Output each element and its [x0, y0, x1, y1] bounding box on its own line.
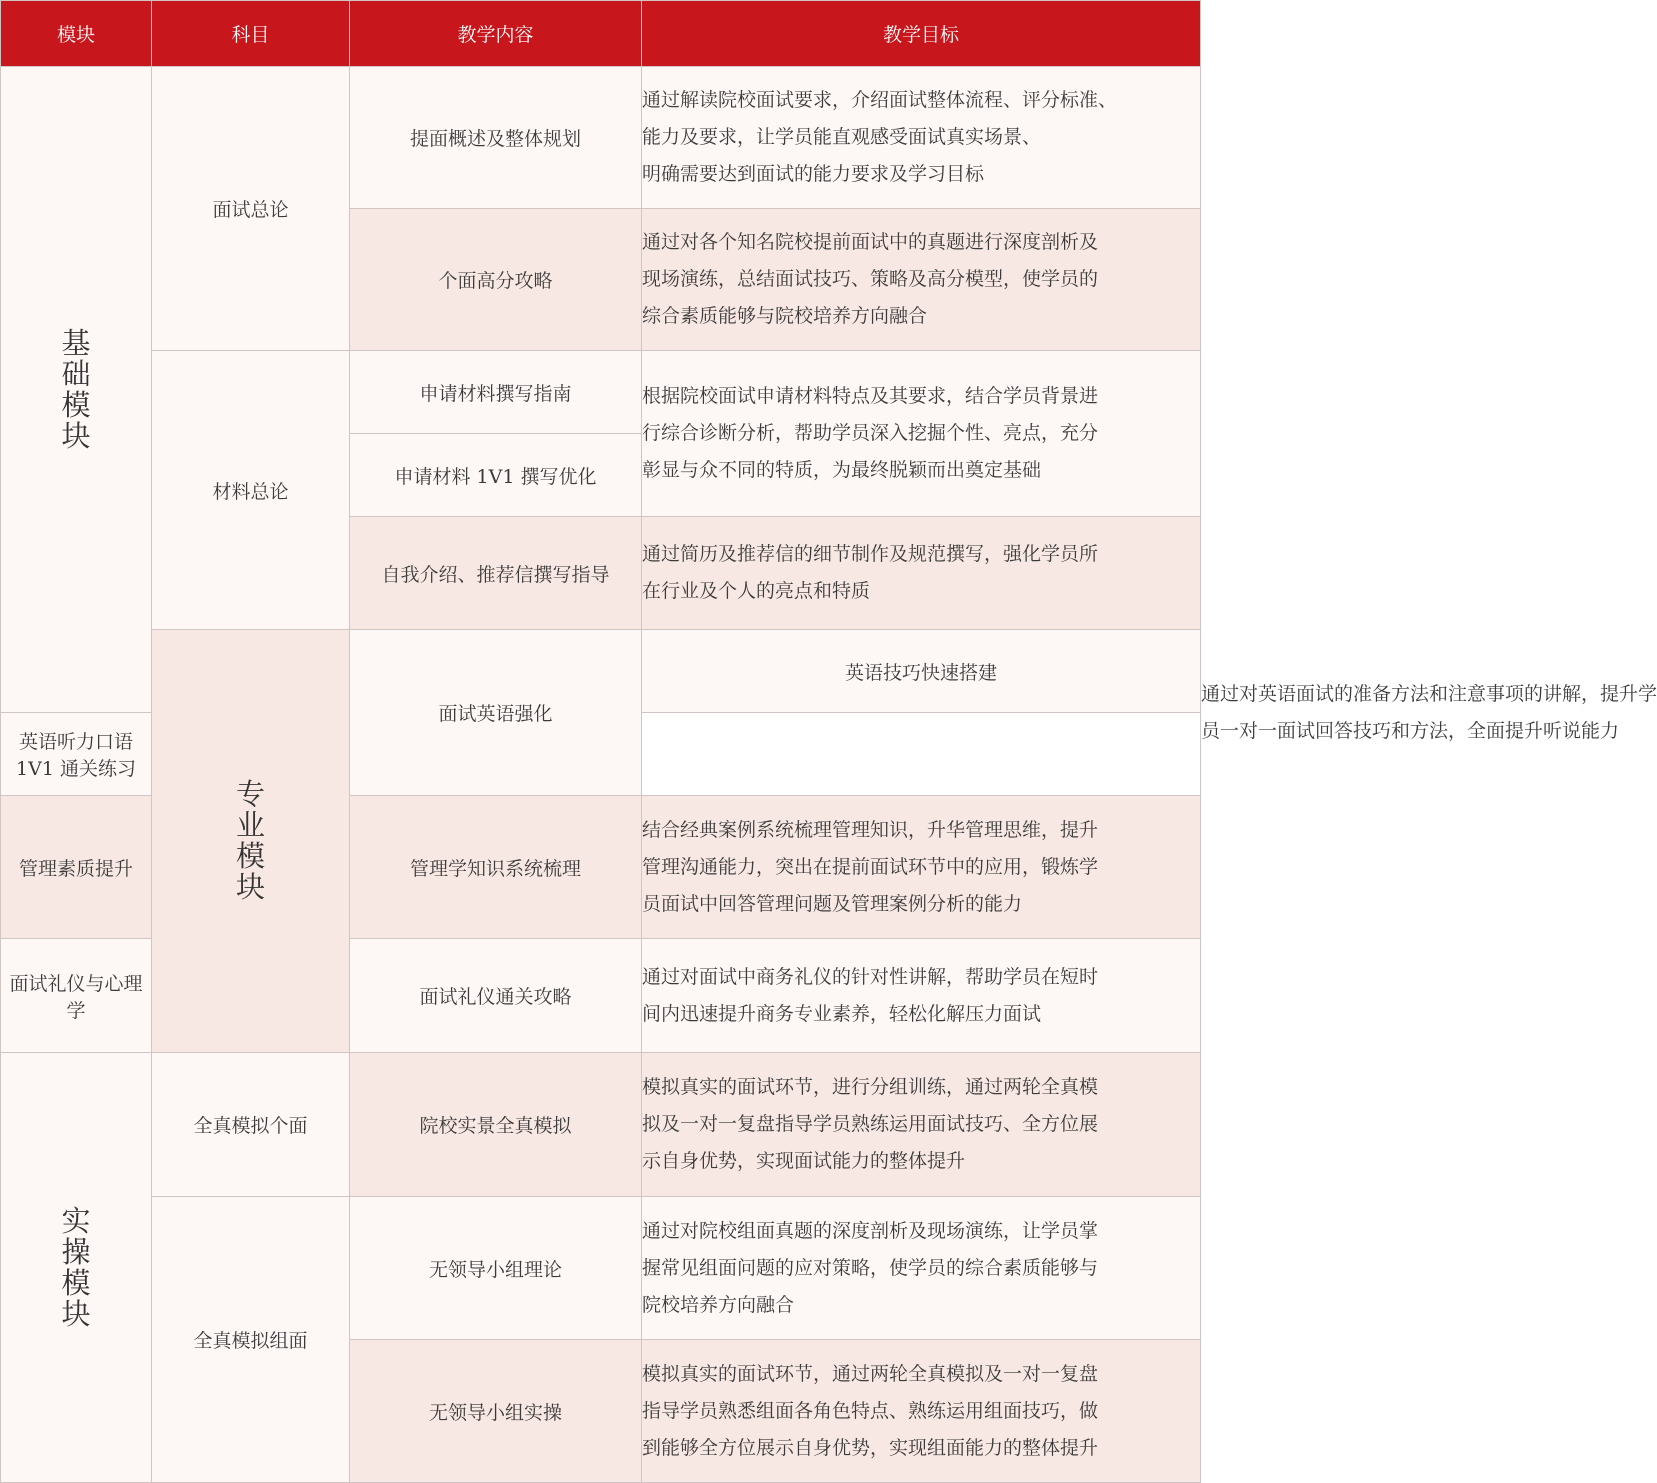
subject-cell: 面试英语强化 — [350, 630, 642, 796]
goal-line: 明确需要达到面试的能力要求及学习目标 — [642, 163, 985, 185]
goal-cell — [642, 209, 1201, 351]
goal-cell — [642, 939, 1201, 1053]
content-cell: 院校实景全真模拟 — [350, 1053, 642, 1197]
module-name: 基础模块 — [61, 325, 91, 453]
goal-line: 握常见组面问题的应对策略，使学员的综合素质能够与 — [642, 1256, 1099, 1279]
content-cell: 提面概述及整体规划 — [350, 67, 642, 209]
table-row: 专业模块 面试英语强化 英语技巧快速搭建 通过对英语面试的准备方法和注意事项的讲解，提升学 员一对一面试回答技巧和方法，全面提升听说能力 — [1, 630, 1201, 713]
subject-cell: 全真模拟个面 — [152, 1053, 350, 1197]
goal-cell — [642, 517, 1201, 630]
goal-line: 彰显与众不同的特质，为最终脱颖而出奠定基础 — [642, 459, 1042, 481]
table-row — [1, 351, 1201, 434]
goal-cell — [642, 1053, 1201, 1197]
module-name: 专业模块 — [235, 777, 265, 904]
goal-line: 通过对院校组面真题的深度剖析及现场演练，让学员掌 — [642, 1219, 1099, 1242]
goal-line: 拟及一对一复盘指导学员熟练运用面试技巧、全方位展 — [642, 1113, 1099, 1135]
content-cell: 英语技巧快速搭建 — [642, 630, 1201, 713]
goal-line: 模拟真实的面试环节，进行分组训练，通过两轮全真模 — [642, 1076, 1099, 1098]
module-name: 实操模块 — [61, 1203, 91, 1331]
module-cell-professional — [152, 630, 350, 1053]
goal-line: 通过对各个知名院校提前面试中的真题进行深度剖析及 — [642, 231, 1099, 253]
goal-line: 根据院校面试申请材料特点及其要求，结合学员背景进 — [642, 385, 1099, 407]
goal-cell — [642, 67, 1201, 209]
header-goal: 教学目标 — [642, 1, 1201, 67]
content-cell: 管理学知识系统梳理 — [350, 796, 642, 939]
module-cell-practice — [1, 1053, 152, 1483]
content-cell: 面试礼仪通关攻略 — [350, 939, 642, 1053]
header-row — [1, 1, 1201, 67]
subject-cell: 面试总论 — [152, 67, 350, 351]
content-cell: 无领导小组实操 — [350, 1340, 642, 1483]
subject-cell: 材料总论 — [152, 351, 350, 630]
table-row — [1, 1197, 1201, 1340]
goal-line: 管理沟通能力，突出在提前面试环节中的应用，锻炼学 — [642, 855, 1099, 878]
goal-line: 能力及要求，让学员能直观感受面试真实场景、 — [642, 126, 1042, 148]
goal-line: 指导学员熟悉组面各角色特点、熟练运用组面技巧，做 — [642, 1399, 1099, 1422]
content-cell: 自我介绍、推荐信撰写指导 — [350, 517, 642, 630]
header-subject: 科目 — [152, 1, 350, 67]
goal-line: 员面试中回答管理问题及管理案例分析的能力 — [642, 892, 1023, 915]
goal-line: 模拟真实的面试环节，通过两轮全真模拟及一对一复盘 — [642, 1362, 1099, 1385]
goal-cell — [642, 796, 1201, 939]
goal-line: 通过简历及推荐信的细节制作及规范撰写，强化学员所 — [642, 543, 1099, 565]
goal-cell — [642, 351, 1201, 517]
goal-line: 结合经典案例系统梳理管理知识，升华管理思维，提升 — [642, 818, 1099, 841]
goal-line: 到能够全方位展示自身优势，实现组面能力的整体提升 — [642, 1436, 1099, 1459]
module-cell-basic — [1, 67, 152, 713]
goal-line: 综合素质能够与院校培养方向融合 — [642, 305, 928, 327]
subject-cell: 面试礼仪与心理学 — [1, 939, 152, 1053]
content-cell: 英语听力口语 1V1 通关练习 — [1, 713, 152, 796]
content-cell: 申请材料撰写指南 — [350, 351, 642, 434]
header-content: 教学内容 — [350, 1, 642, 67]
subject-cell: 全真模拟组面 — [152, 1197, 350, 1483]
goal-line: 院校培养方向融合 — [642, 1293, 795, 1316]
goal-line: 现场演练，总结面试技巧、策略及高分模型，使学员的 — [642, 268, 1099, 290]
goal-cell — [642, 1197, 1201, 1340]
goal-cell — [642, 1340, 1201, 1483]
table-row — [1, 67, 1201, 209]
content-cell: 申请材料 1V1 撰写优化 — [350, 434, 642, 517]
goal-line: 间内迅速提升商务专业素养，轻松化解压力面试 — [642, 1002, 1042, 1025]
goal-line: 通过解读院校面试要求，介绍面试整体流程、评分标准、 — [642, 89, 1118, 111]
subject-cell: 管理素质提升 — [1, 796, 152, 939]
goal-line: 通过对面试中商务礼仪的针对性讲解，帮助学员在短时 — [642, 965, 1099, 988]
content-cell: 个面高分攻略 — [350, 209, 642, 351]
goal-line: 行综合诊断分析，帮助学员深入挖掘个性、亮点，充分 — [642, 422, 1099, 444]
content-cell: 无领导小组理论 — [350, 1197, 642, 1340]
header-module: 模块 — [1, 1, 152, 67]
goal-line: 在行业及个人的亮点和特质 — [642, 580, 871, 602]
table-row — [1, 1053, 1201, 1197]
goal-line: 示自身优势，实现面试能力的整体提升 — [642, 1150, 966, 1172]
